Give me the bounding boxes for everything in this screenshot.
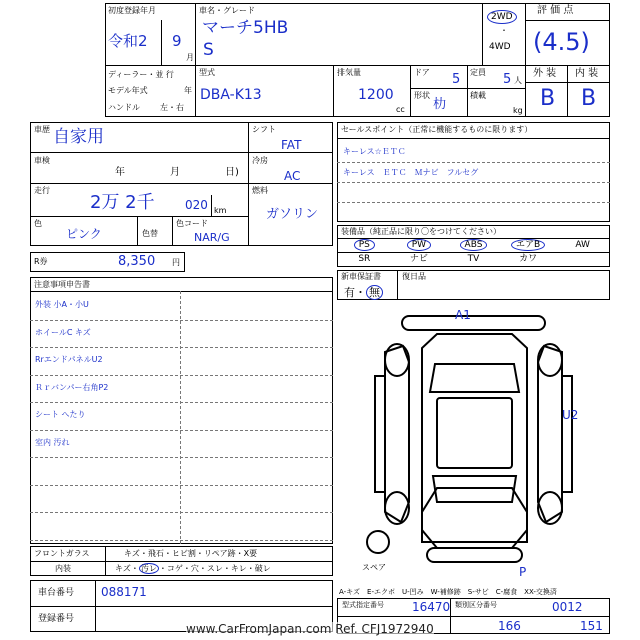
shift-value: FAT [281, 138, 302, 152]
note-line [30, 457, 333, 458]
windshield [430, 364, 519, 392]
type-label: 型式 [199, 68, 215, 77]
reg-month-unit: 月 [186, 53, 194, 62]
note-line [30, 320, 333, 321]
sales-point-2: キーレス ＥＴＣ Ｍナビ フルセグ [343, 168, 479, 177]
ac-label: 冷房 [252, 156, 268, 165]
color-code-value: NAR/G [194, 231, 230, 244]
door-value: 5 [452, 72, 461, 87]
color-label: 色 [34, 219, 42, 228]
chassis-label: 車台番号 [38, 588, 75, 598]
equipment-item: AW [575, 240, 590, 250]
rear-body [422, 488, 527, 542]
note-line [30, 512, 333, 513]
reg-era: 令和2 [108, 32, 148, 50]
damage-mark-u2: U2 [562, 408, 579, 422]
damage-legend: A-キズ E-エクボ U-凹み W-補修跡 S-サビ C-腐食 XX-交換済 [339, 588, 557, 596]
spare-tire [367, 531, 389, 553]
inspection-day-unit: 日) [225, 167, 239, 178]
drive-2wd: 2WD [487, 10, 517, 24]
warranty-label: 新車保証書 [341, 272, 381, 281]
fuel-label: 燃料 [252, 186, 268, 195]
drive-dot: ・ [500, 26, 508, 35]
recycle-label: R券 [34, 257, 48, 266]
model-year-label: モデル年式 [108, 86, 148, 95]
use-label: 車歴 [34, 125, 50, 134]
chassis-value: 088171 [101, 585, 147, 599]
eval-label: 評 価 点 [537, 5, 574, 16]
ac-value: AC [284, 169, 301, 183]
exterior-grade: B [540, 86, 556, 111]
category-value: 0012 [552, 600, 583, 614]
capacity-value: 5 [503, 72, 512, 87]
equipment-item: SR [358, 254, 371, 264]
dealer-label: ディーラー・並 行 [108, 70, 174, 79]
note-item: Ｒｒバンパー右角P2 [35, 382, 109, 392]
value-166: 166 [498, 619, 521, 633]
equipment-item: ナビ [409, 254, 428, 264]
model-spec-value: 16470 [412, 600, 451, 614]
recycle-box [30, 252, 185, 272]
note-line [30, 430, 333, 431]
color-code-label: 色コード [176, 219, 208, 228]
notes-label: 注意事項申告書 [34, 280, 90, 289]
right-skirt [562, 376, 572, 492]
note-item: 室内 汚れ [35, 437, 70, 447]
spare-label: スペア [362, 563, 386, 572]
use-value: 自家用 [53, 127, 104, 147]
front-glass-label: フロントガラス [34, 549, 90, 558]
color-value: ピンク [66, 227, 102, 241]
type-value: DBA-K13 [200, 87, 262, 103]
shift-label: シフト [252, 125, 276, 134]
note-item: 外装 小A・小U [35, 300, 89, 309]
mileage-value: 2万 2千 [90, 192, 155, 213]
note-item: ホイールC キズ [35, 327, 91, 337]
category-label: 類別区分番号 [455, 601, 497, 609]
inspection-label: 車検 [34, 156, 50, 165]
color-change-label: 色替 [142, 229, 158, 238]
interior-cond-label: 内装 [55, 564, 71, 573]
exterior-label: 外 装 [533, 68, 557, 79]
interior-grade: B [581, 86, 597, 111]
car-name-label: 車名・グレード [199, 6, 255, 15]
interior-label: 内 装 [575, 68, 599, 79]
shape-label: 形状 [414, 91, 430, 100]
door-label: ドア [414, 68, 430, 77]
car-name: マーチ5HB [202, 18, 289, 38]
equipment-item: TV [467, 254, 480, 264]
equipment-item: PW [392, 240, 447, 251]
equipment-label: 装備品（純正品に限り〇をつけてください） [341, 227, 501, 236]
mileage-extra: 020 [185, 198, 208, 212]
damage-mark-p: P [519, 565, 527, 579]
mileage-label: 走行 [34, 186, 50, 195]
note-line [30, 540, 333, 541]
recycle-value: 8,350 [118, 254, 156, 269]
note-line [30, 402, 333, 403]
recycle-unit: 円 [172, 258, 180, 267]
fuel-value: ガソリン [266, 207, 319, 222]
load-label: 積載 [470, 91, 486, 100]
rear-bumper [427, 548, 522, 562]
capacity-label: 定員 [470, 68, 486, 77]
equipment-item: カワ [519, 254, 538, 264]
front-glass-options: キズ・飛石・ヒビ割・リペア跡・X要 [124, 549, 258, 558]
sales-points-label: セールスポイント（正常に機能するものに限ります） [341, 125, 533, 134]
drive-4wd: 4WD [489, 42, 511, 52]
car-diagram [337, 302, 610, 584]
value-151: 151 [580, 619, 603, 633]
reg-year: 9 [172, 32, 182, 50]
km-unit: km [214, 206, 227, 215]
handle-options: 左・右 [160, 103, 184, 112]
note-item: シート へたり [35, 410, 86, 419]
car-outline-svg [337, 302, 610, 584]
equipment-item: エアB [501, 240, 556, 251]
note-line [30, 375, 333, 376]
model-spec-label: 型式指定番号 [342, 601, 384, 609]
displacement-label: 排気量 [337, 68, 361, 77]
load-unit: kg [513, 106, 523, 115]
roof [437, 398, 512, 468]
shape-value: 朸 [433, 97, 447, 112]
reg-date-label: 初度登録年月 [108, 6, 156, 15]
note-item: RrエンドパネルU2 [35, 355, 103, 364]
inspection-year-unit: 年 [115, 167, 125, 178]
equipment-item: PS [337, 240, 392, 251]
capacity-unit: 人 [514, 76, 522, 85]
history-label: 復日品 [402, 272, 426, 281]
front-bumper [402, 316, 545, 330]
model-year-unit: 年 [184, 86, 192, 95]
displacement-value: 1200 [358, 87, 394, 103]
note-line [30, 347, 333, 348]
reg-no-label: 登録番号 [38, 614, 75, 624]
car-grade: S [203, 40, 214, 60]
sales-point-1: キーレス☆ＥＴＣ [343, 147, 406, 156]
watermark: www.CarFromJapan.com Ref. CFJ1972940 [186, 622, 434, 636]
interior-cond-options: キズ・ 汚レ ・コゲ・穴・スレ・キレ・破レ [115, 564, 271, 573]
equipment-item: ABS [446, 240, 501, 251]
left-skirt [375, 376, 385, 492]
eval-score: (4.5) [533, 28, 590, 56]
note-line [30, 485, 333, 486]
inspection-month-unit: 月 [170, 167, 180, 178]
damage-mark-a1: A1 [455, 308, 471, 322]
handle-label: ハンドル [108, 103, 140, 112]
cc-unit: cc [396, 105, 405, 114]
warranty-value: 有・ 無 [344, 284, 383, 300]
